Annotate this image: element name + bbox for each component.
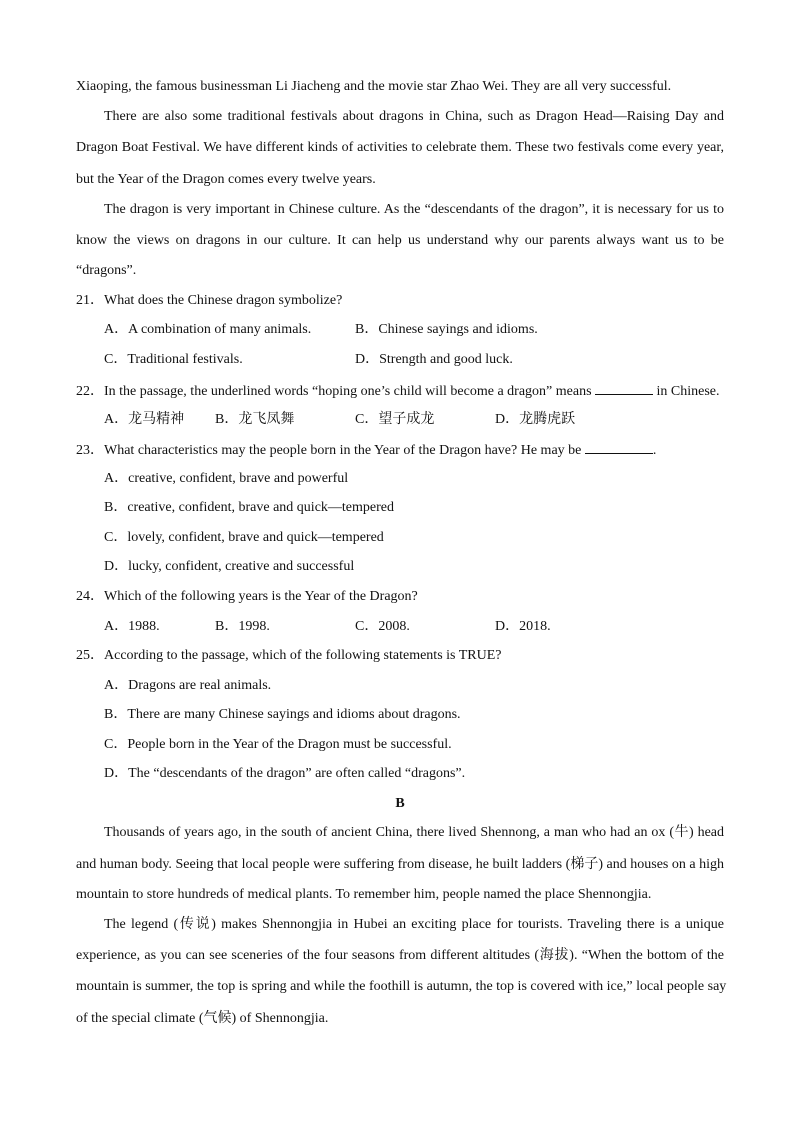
passage-line: Dragon Boat Festival. We have different kinds of activities to celebrate them. These two festivals come every year, <box>76 140 724 155</box>
question-23-option-b[interactable]: B．creative, confident, brave and quick—tempered <box>104 500 394 515</box>
question-21-option-b[interactable]: B．Chinese sayings and idioms. <box>355 322 538 337</box>
question-22-option-d[interactable]: D．龙腾虎跃 <box>495 412 576 427</box>
question-24-option-c[interactable]: C．2008. <box>355 619 410 634</box>
question-25-stem: 25．According to the passage, which of the following statements is TRUE? <box>76 648 502 663</box>
passage-line: know the views on dragons in our culture. It can help us understand why our parents always want us to be <box>76 233 724 248</box>
question-21-option-d[interactable]: D．Strength and good luck. <box>355 352 513 367</box>
passage-line: mountain to store hundreds of medical plants. To remember him, people named the place Shennongjia. <box>76 887 652 902</box>
question-23-stem-suffix: . <box>652 443 657 458</box>
question-23-option-c[interactable]: C．lovely, confident, brave and quick—tempered <box>104 530 384 545</box>
question-21-option-c[interactable]: C．Traditional festivals. <box>104 352 243 367</box>
question-21-option-a[interactable]: A．A combination of many animals. <box>104 322 312 337</box>
question-22-stem-suffix: in Chinese. <box>656 384 720 399</box>
passage-line: of the special climate (气候) of Shennongjia. <box>76 1011 329 1026</box>
passage-line: and human body. Seeing that local people were suffering from disease, he built ladders (梯子) and houses on a high <box>76 857 724 872</box>
question-22-stem-text: 22．In the passage, the underlined words “hoping one’s child will become a dragon” means <box>76 384 592 399</box>
question-24-option-a[interactable]: A．1988. <box>104 619 160 634</box>
question-25-option-b[interactable]: B．There are many Chinese sayings and idioms about dragons. <box>104 707 461 722</box>
question-24-option-b[interactable]: B．1998. <box>215 619 270 634</box>
question-24-option-d[interactable]: D．2018. <box>495 619 551 634</box>
answer-blank <box>595 380 653 395</box>
question-22-option-c[interactable]: C．望子成龙 <box>355 412 435 427</box>
question-23-stem-text: 23．What characteristics may the people born in the Year of the Dragon have? He may be <box>76 443 582 458</box>
question-23-option-a[interactable]: A．creative, confident, brave and powerful <box>104 471 349 486</box>
question-25-option-a[interactable]: A．Dragons are real animals. <box>104 678 272 693</box>
question-24-stem: 24．Which of the following years is the Year of the Dragon? <box>76 589 418 604</box>
question-23-option-d[interactable]: D．lucky, confident, creative and successful <box>104 559 355 574</box>
passage-line: “dragons”. <box>76 263 137 278</box>
passage-line: Xiaoping, the famous businessman Li Jiacheng and the movie star Zhao Wei. They are all very successful. <box>76 79 672 94</box>
question-22-stem <box>76 380 720 402</box>
answer-blank <box>585 439 653 454</box>
passage-line: There are also some traditional festivals about dragons in China, such as Dragon Head—Raising Day and <box>104 109 724 124</box>
question-21-stem: 21．What does the Chinese dragon symbolize? <box>76 293 343 308</box>
passage-line: Thousands of years ago, in the south of ancient China, there lived Shennong, a man who had an ox (牛) head <box>104 825 724 840</box>
question-25-option-c[interactable]: C．People born in the Year of the Dragon must be successful. <box>104 737 452 752</box>
question-25-option-d[interactable]: D．The “descendants of the dragon” are often called “dragons”. <box>104 766 466 781</box>
question-23-stem <box>76 439 656 461</box>
passage-line: but the Year of the Dragon comes every twelve years. <box>76 172 376 187</box>
question-22-option-a[interactable]: A．龙马精神 <box>104 412 185 427</box>
passage-line: mountain is summer, the top is spring and while the foothill is autumn, the top is covered with ice,” local people say <box>76 979 727 994</box>
question-22-option-b[interactable]: B．龙飞凤舞 <box>215 412 295 427</box>
passage-line: The dragon is very important in Chinese culture. As the “descendants of the dragon”, it is necessary for us to <box>104 202 724 217</box>
passage-line: experience, as you can see sceneries of the four seasons from different altitudes (海拔). “When the bottom of the <box>76 948 724 963</box>
section-heading: B <box>395 796 405 811</box>
passage-line: The legend (传说) makes Shennongjia in Hubei an exciting place for tourists. Traveling there is a unique <box>104 917 724 932</box>
